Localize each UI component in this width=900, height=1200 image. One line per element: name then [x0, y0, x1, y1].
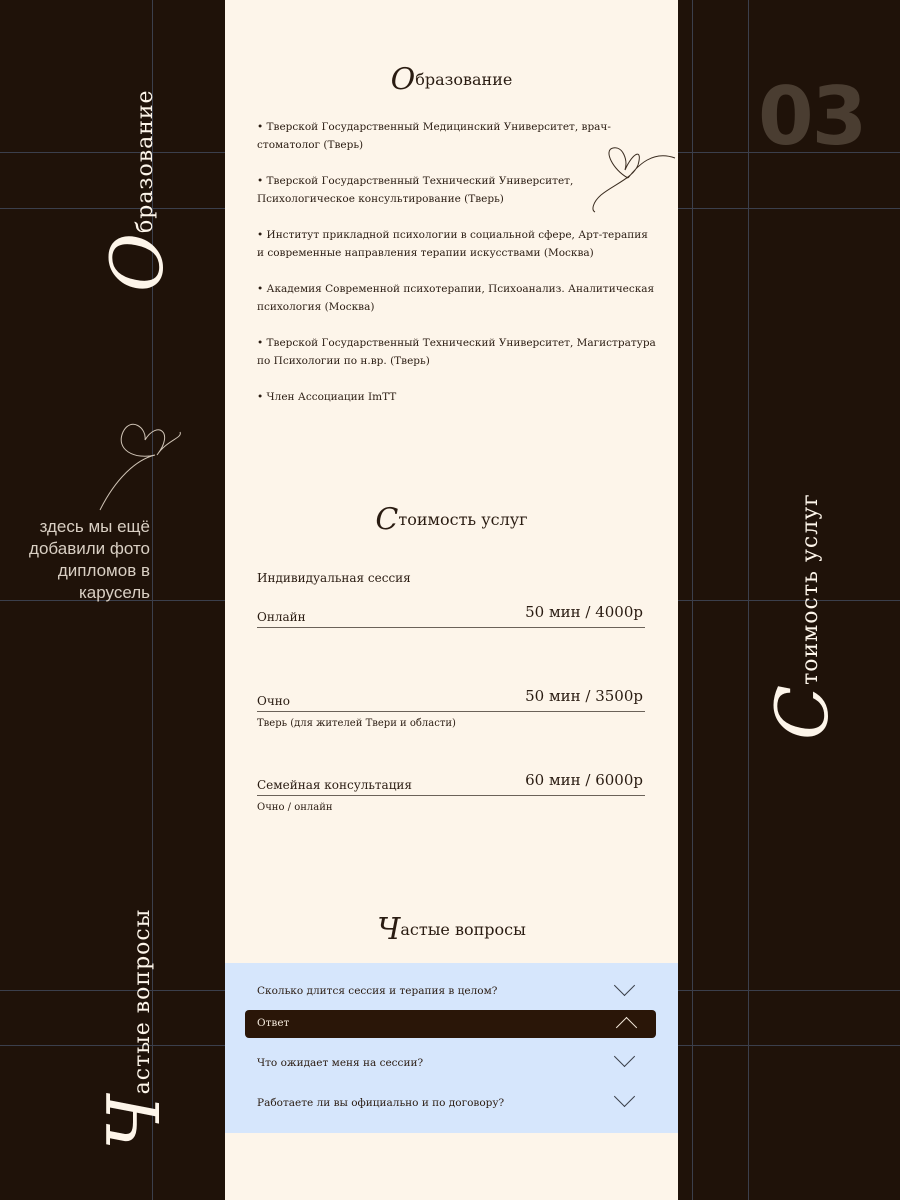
title-cap: Ч: [377, 912, 401, 947]
faq-answer-label: Ответ: [257, 1017, 290, 1029]
faq-answer[interactable]: [245, 1010, 656, 1038]
education-item: • Институт прикладной психологии в социальной сфере, Арт-терапия и современные направления терапии искусствами (Москва): [257, 229, 648, 259]
side-title-cap: С: [760, 684, 844, 740]
grid-line: [748, 0, 749, 1200]
price-row-value: 50 мин / 4000р: [525, 603, 643, 621]
side-title-rest: тоимость услуг: [798, 493, 823, 685]
divider: [257, 627, 645, 628]
side-title-faq: [92, 909, 176, 1150]
price-row-name: Онлайн: [257, 610, 306, 624]
pricing-title: [225, 502, 678, 537]
price-row-value: 60 мин / 6000р: [525, 771, 643, 789]
faq-title: [225, 912, 678, 947]
side-title-education: [95, 89, 179, 292]
faq-question[interactable]: [257, 1097, 657, 1109]
price-row-note: Тверь (для жителей Твери и области): [257, 718, 456, 729]
side-title-cap: О: [95, 232, 179, 292]
title-cap: С: [375, 502, 399, 537]
faq-question-text: Работаете ли вы официально и по договору?: [257, 1097, 505, 1109]
side-title-rest: астые вопросы: [130, 908, 155, 1095]
education-title: [225, 62, 678, 97]
education-item: • Тверской Государственный Технический Университет, Магистратура по Психологии по н.вр. (Тверь): [257, 337, 656, 367]
title-rest: астые вопросы: [400, 920, 526, 939]
heart-doodle-icon: [95, 410, 190, 515]
faq-question[interactable]: [257, 1057, 657, 1069]
side-title-pricing: [760, 493, 844, 740]
chevron-up-icon[interactable]: [616, 1017, 637, 1038]
divider: [257, 711, 645, 712]
side-title-cap: Ч: [92, 1094, 176, 1150]
price-row-name: Семейная консультация: [257, 778, 412, 792]
title-rest: тоимость услуг: [398, 510, 528, 529]
price-row-name: Очно: [257, 694, 290, 708]
education-item: • Академия Современной психотерапии, Психоанализ. Аналитическая психология (Москва): [257, 283, 655, 313]
faq-question-text: Что ожидает меня на сессии?: [257, 1057, 424, 1069]
side-title-rest: бразование: [133, 89, 158, 233]
pricing-group-label: Индивидуальная сессия: [257, 571, 411, 585]
education-item: • Тверской Государственный Медицинский Университет, врач-стоматолог (Тверь): [257, 121, 611, 151]
faq-question[interactable]: [257, 985, 657, 997]
education-item: • Тверской Государственный Технический Университет, Психологическое консультирование (Тверь): [257, 175, 574, 205]
faq-question-text: Сколько длится сессия и терапия в целом?: [257, 985, 498, 997]
side-note: здесь мы ещё добавили фото дипломов в карусель: [29, 517, 150, 602]
title-rest: бразование: [415, 70, 513, 89]
divider: [257, 795, 645, 796]
section-number: 03: [758, 70, 866, 163]
education-item: • Член Ассоциации ImTT: [257, 391, 397, 403]
price-row-note: Очно / онлайн: [257, 802, 333, 813]
heart-doodle-icon: [583, 140, 678, 215]
title-cap: О: [390, 62, 416, 97]
faq-accordion: [225, 963, 678, 1133]
price-row-value: 50 мин / 3500р: [525, 687, 643, 705]
grid-line: [692, 0, 693, 1200]
